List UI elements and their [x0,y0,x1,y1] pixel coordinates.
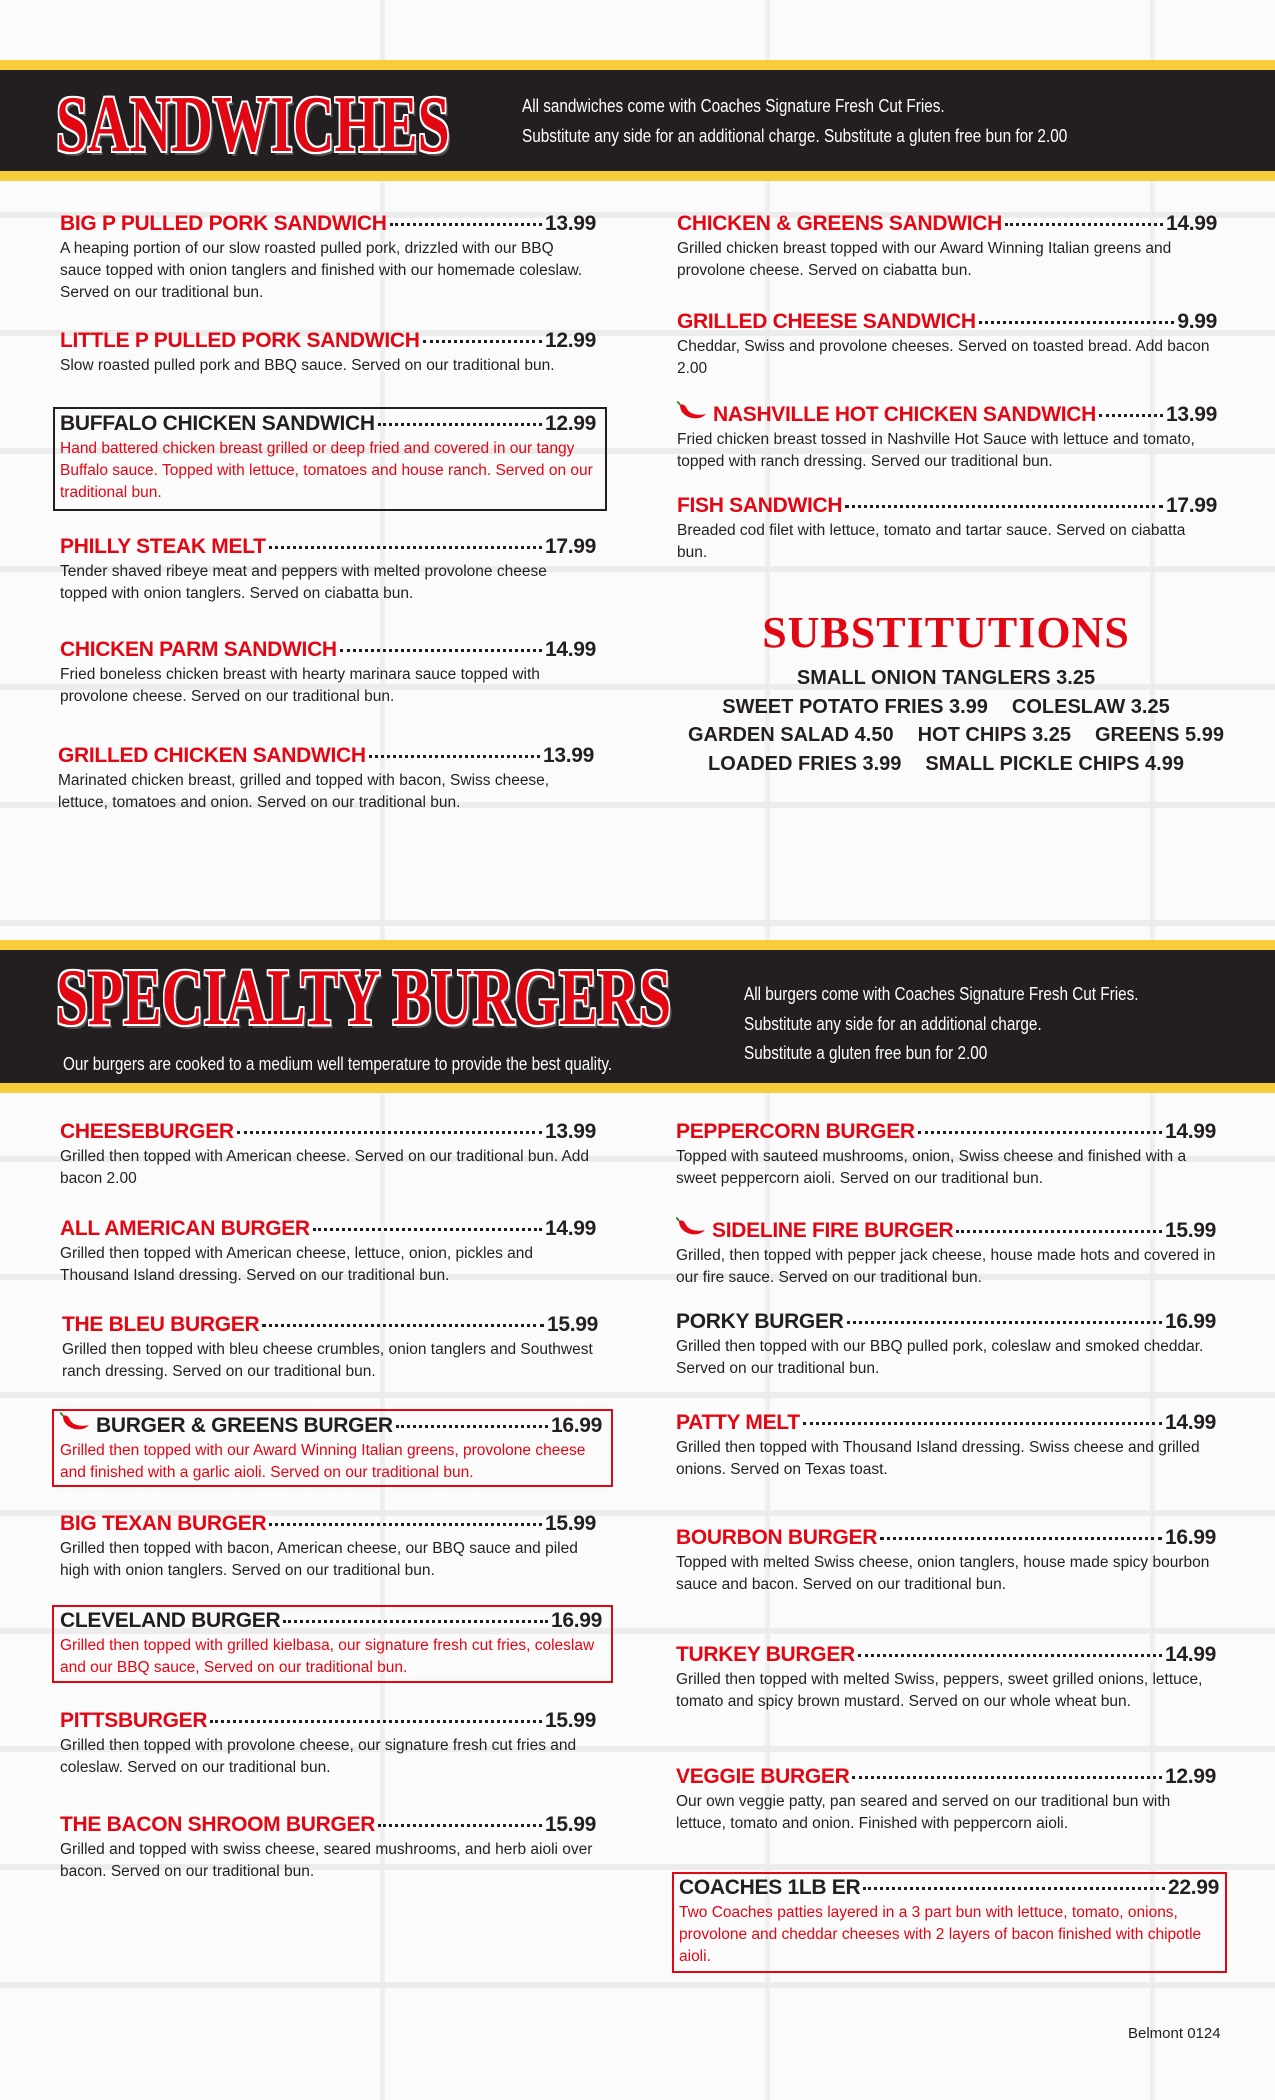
dot-leader [396,1425,548,1428]
item-description: Grilled then topped with American cheese. Served on our traditional bun. Add bacon 2.00 [60,1148,590,1187]
item-price: 16.99 [550,1609,602,1632]
item-price: 13.99 [544,212,596,235]
dot-leader [262,1324,544,1327]
item-description: Grilled then topped with our Award Winning Italian greens, provolone cheese and finished with a garlic aioli. Served on our traditional bun. [60,1442,586,1481]
item-description: Hand battered chicken breast grilled or deep fried and covered in our tangy Buffalo sauce. Topped with lettuce, tomatoes and house ranch. Served on our traditional bun. [60,440,593,501]
menu-item [60,212,596,304]
sandwiches-note-2: Substitute any side for an additional charge. Substitute a gluten free bun for 2.00 [522,126,1068,146]
item-description: Slow roasted pulled pork and BBQ sauce. Served on our traditional bun. [60,357,555,374]
item-description: Grilled then topped with melted Swiss, peppers, sweet grilled onions, lettuce, tomato and spicy brown mustard. Served on our whole wheat bun. [676,1671,1203,1710]
dot-leader [880,1537,1162,1540]
item-name: PHILLY STEAK MELT [60,535,266,558]
burgers-cooking-note: Our burgers are cooked to a medium well temperature to provide the best quality. [63,1054,613,1074]
item-price: 14.99 [544,638,596,661]
item-name: PITTSBURGER [60,1709,208,1732]
item-description: Grilled then topped with American cheese, lettuce, onion, pickles and Thousand Island dressing. Served on our traditional bun. [60,1245,534,1284]
substitution-option: HOT CHIPS 3.25 [917,724,1071,746]
burgers-note-2: Substitute any side for an additional charge. [744,1014,1042,1034]
dot-leader [979,321,1175,324]
menu-item [676,1310,1216,1380]
dot-leader [378,423,542,426]
item-name: CLEVELAND BURGER [60,1609,281,1632]
location-code: Belmont 0124 [1128,2025,1221,2042]
burgers-title: SPECIALTY BURGERS [56,954,672,1042]
dot-leader [918,1131,1162,1134]
menu-item [676,1765,1216,1835]
substitutions-title: SUBSTITUTIONS [762,608,1130,657]
item-name: ALL AMERICAN BURGER [60,1217,310,1240]
item-description: Grilled then topped with our BBQ pulled pork, coleslaw and smoked cheddar. Served on our traditional bun. [676,1338,1204,1377]
item-name: BIG P PULLED PORK SANDWICH [60,212,387,235]
dot-leader [283,1620,548,1623]
dot-leader [390,223,542,226]
item-description: Two Coaches patties layered in a 3 part bun with lettuce, tomato, onions, provolone and cheddar cheeses with 2 layers of bacon finished with chipotle aioli. [679,1904,1202,1965]
item-price: 15.99 [546,1313,598,1336]
substitution-option: LOADED FRIES 3.99 [708,752,902,775]
dot-leader [369,755,540,758]
dot-leader [847,1321,1162,1324]
burgers-note-3: Substitute a gluten free bun for 2.00 [744,1043,988,1063]
item-price: 17.99 [1165,494,1217,517]
menu-item-featured [60,412,596,504]
substitutions-line [676,750,1216,779]
item-price: 22.99 [1167,1876,1219,1899]
dot-leader [378,1824,542,1827]
item-price: 13.99 [544,1120,596,1143]
menu-item [60,329,596,377]
item-name: LITTLE P PULLED PORK SANDWICH [60,329,420,352]
menu-item [677,212,1217,282]
item-price: 13.99 [542,744,594,767]
item-price: 16.99 [550,1414,602,1437]
item-description: Fried chicken breast tossed in Nashville Hot Sauce with lettuce and tomato, topped with ranch dressing. Served our traditional bun. [677,431,1195,470]
menu-item [676,1120,1216,1190]
menu-item [60,1709,596,1779]
menu-item [60,535,596,605]
item-name: GRILLED CHICKEN SANDWICH [58,744,366,767]
item-description: Breaded cod filet with lettuce, tomato and tartar sauce. Served on ciabatta bun. [677,522,1186,561]
substitutions-line [676,721,1224,750]
item-description: Grilled then topped with bacon, American cheese, our BBQ sauce and piled high with onion tanglers. Served on our traditional bun. [60,1540,578,1579]
menu-item [677,310,1217,380]
substitution-option: GREENS 5.99 [1095,724,1224,746]
item-price: 14.99 [1165,212,1217,235]
item-description: Grilled then topped with provolone cheese, our signature fresh cut fries and coleslaw. Served on our traditional bun. [60,1737,577,1776]
item-description: Cheddar, Swiss and provolone cheeses. Served on toasted bread. Add bacon 2.00 [677,338,1210,377]
burgers-note-1: All burgers come with Coaches Signature Fresh Cut Fries. [744,984,1139,1004]
item-description: Grilled and topped with swiss cheese, seared mushrooms, and herb aioli over bacon. Served on our traditional bun. [60,1841,593,1880]
menu-item [677,494,1217,564]
substitution-option: SWEET POTATO FRIES 3.99 [722,695,988,718]
item-name: THE BACON SHROOM BURGER [60,1813,376,1836]
substitution-option: SMALL PICKLE CHIPS 4.99 [925,752,1184,775]
item-name: GRILLED CHEESE SANDWICH [677,310,976,333]
dot-leader [863,1887,1165,1890]
substitution-option: SMALL ONION TANGLERS 3.25 [796,667,1096,689]
item-name: PEPPERCORN BURGER [676,1120,915,1143]
item-name: SIDELINE FIRE BURGER [712,1219,954,1242]
dot-leader [1099,414,1163,417]
dot-leader [313,1228,542,1231]
item-name: CHICKEN & GREENS SANDWICH [677,212,1003,235]
item-description: Marinated chicken breast, grilled and topped with bacon, Swiss cheese, lettuce, tomatoes and onion. Served on our traditional bun. [58,772,550,811]
item-description: Grilled chicken breast topped with our Award Winning Italian greens and provolone cheese. Served on ciabatta bun. [677,240,1172,279]
menu-item [676,1643,1216,1713]
substitutions-line [676,664,1216,693]
dot-leader [423,340,542,343]
menu-item [676,1526,1216,1596]
dot-leader [852,1776,1161,1779]
menu-item [60,638,596,708]
item-description: Our own veggie patty, pan seared and served on our traditional bun with lettuce, tomato and onion. Finished with peppercorn aioli. [676,1793,1171,1832]
menu-item [676,1217,1216,1289]
menu-item [676,1411,1216,1481]
item-price: 9.99 [1177,310,1217,333]
substitutions-line [676,693,1216,722]
substitutions-list [676,664,1224,778]
item-description: Grilled then topped with bleu cheese crumbles, onion tanglers and Southwest ranch dressing. Served on our traditional bun. [62,1341,593,1380]
dot-leader [956,1230,1162,1233]
item-name: NASHVILLE HOT CHICKEN SANDWICH [713,403,1096,426]
chili-pepper-icon [60,1412,90,1432]
menu-item [60,1120,596,1190]
dot-leader [803,1422,1162,1425]
menu-item [60,1512,596,1582]
item-name: BUFFALO CHICKEN SANDWICH [60,412,375,435]
item-description: Tender shaved ribeye meat and peppers with melted provolone cheese topped with onion tanglers. Served on ciabatta bun. [60,563,547,602]
item-price: 15.99 [544,1813,596,1836]
item-name: CHEESEBURGER [60,1120,234,1143]
menu-item-featured [60,1609,602,1679]
dot-leader [858,1654,1162,1657]
item-price: 14.99 [1164,1643,1216,1666]
item-price: 16.99 [1164,1526,1216,1549]
item-description: Topped with sauteed mushrooms, onion, Swiss cheese and finished with a sweet peppercorn aioli. Served on our traditional bun. [676,1148,1187,1187]
sandwiches-title: SANDWICHES [56,81,450,169]
item-description: Topped with melted Swiss cheese, onion tanglers, house made spicy bourbon sauce and bacon. Served on our traditional bun. [676,1554,1210,1593]
item-name: VEGGIE BURGER [676,1765,850,1788]
dot-leader [845,505,1163,508]
item-price: 17.99 [544,535,596,558]
item-description: A heaping portion of our slow roasted pulled pork, drizzled with our BBQ sauce topped with onion tanglers and finished with our homemade coleslaw. Served on our traditional bun. [60,240,583,301]
item-name: BIG TEXAN BURGER [60,1512,267,1535]
item-price: 14.99 [1164,1411,1216,1434]
chili-pepper-icon [677,401,707,421]
substitution-option: COLESLAW 3.25 [1011,695,1170,718]
item-description: Fried boneless chicken breast with hearty marinara sauce topped with provolone cheese. Served on our traditional bun. [60,666,540,705]
item-price: 12.99 [544,412,596,435]
menu-item [62,1313,598,1383]
dot-leader [340,649,542,652]
menu-item [60,1813,596,1883]
sandwiches-note-1: All sandwiches come with Coaches Signature Fresh Cut Fries. [522,96,945,116]
item-price: 13.99 [1165,403,1217,426]
item-name: BOURBON BURGER [676,1526,878,1549]
menu-item-featured [679,1876,1219,1968]
dot-leader [210,1720,542,1723]
chili-pepper-icon [676,1217,706,1237]
item-description: Grilled then topped with Thousand Island dressing. Swiss cheese and grilled onions. Served on Texas toast. [676,1439,1200,1478]
item-price: 16.99 [1164,1310,1216,1333]
menu-item [60,1217,596,1287]
menu-item [58,744,594,814]
item-name: COACHES 1LB ER [679,1876,861,1899]
menu-item-featured [60,1412,602,1484]
dot-leader [237,1131,542,1134]
item-price: 12.99 [544,329,596,352]
item-price: 12.99 [1164,1765,1216,1788]
dot-leader [1005,223,1163,226]
item-description: Grilled, then topped with pepper jack cheese, house made hots and covered in our fire sauce. Served on our traditional bun. [676,1247,1216,1286]
item-price: 14.99 [544,1217,596,1240]
item-name: BURGER & GREENS BURGER [96,1414,393,1437]
item-name: CHICKEN PARM SANDWICH [60,638,337,661]
menu-item [677,401,1217,473]
item-name: THE BLEU BURGER [62,1313,260,1336]
item-description: Grilled then topped with grilled kielbasa, our signature fresh cut fries, coleslaw and our BBQ sauce, Served on our traditional bun. [60,1637,595,1676]
dot-leader [269,1523,542,1526]
item-price: 15.99 [544,1709,596,1732]
item-name: PATTY MELT [676,1411,800,1434]
substitution-option: GARDEN SALAD 4.50 [688,724,894,746]
item-name: FISH SANDWICH [677,494,843,517]
item-name: TURKEY BURGER [676,1643,855,1666]
item-price: 14.99 [1164,1120,1216,1143]
item-price: 15.99 [1164,1219,1216,1242]
item-name: PORKY BURGER [676,1310,844,1333]
item-price: 15.99 [544,1512,596,1535]
dot-leader [269,546,542,549]
